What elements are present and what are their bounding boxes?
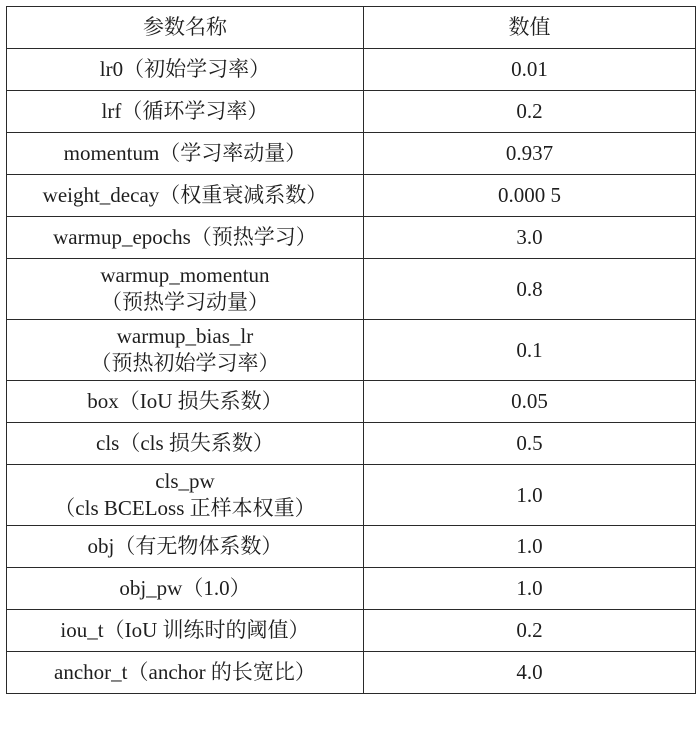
table-row	[7, 259, 696, 320]
parameter-name: lrf（循环学习率）	[101, 99, 269, 123]
parameter-table-container	[6, 6, 696, 694]
parameter-name: weight_decay（权重衰减系数）	[42, 183, 328, 207]
header-row	[7, 7, 696, 49]
parameter-name-cell	[7, 652, 364, 694]
parameter-name: obj（有无物体系数）	[87, 534, 283, 558]
parameter-value: 1.0	[363, 465, 695, 526]
table-row	[7, 91, 696, 133]
parameter-name: anchor_t（anchor 的长宽比）	[54, 660, 316, 684]
parameter-name-cell	[7, 217, 364, 259]
header-parameter-name: 参数名称	[7, 7, 364, 49]
parameter-name-cell	[7, 259, 364, 320]
parameter-value: 0.2	[363, 610, 695, 652]
parameter-value: 0.01	[363, 49, 695, 91]
table-row	[7, 526, 696, 568]
parameter-value: 0.937	[363, 133, 695, 175]
table-row	[7, 423, 696, 465]
parameter-value: 0.1	[363, 320, 695, 381]
parameter-value: 0.000 5	[363, 175, 695, 217]
parameter-name: lr0（初始学习率）	[99, 57, 271, 81]
parameter-name: cls_pw	[155, 469, 215, 493]
table-row	[7, 175, 696, 217]
parameter-name: momentum（学习率动量）	[63, 141, 307, 165]
parameter-value: 0.05	[363, 381, 695, 423]
parameter-name: obj_pw（1.0）	[119, 576, 251, 600]
parameter-name: （cls BCELoss 正样本权重）	[54, 496, 316, 520]
parameter-value: 1.0	[363, 526, 695, 568]
table-row	[7, 217, 696, 259]
parameter-name-cell	[7, 133, 364, 175]
parameter-value: 0.2	[363, 91, 695, 133]
parameter-name-cell	[7, 175, 364, 217]
parameter-name-cell	[7, 465, 364, 526]
parameter-value: 0.5	[363, 423, 695, 465]
table-row	[7, 49, 696, 91]
parameter-name-cell	[7, 568, 364, 610]
header-value: 数值	[363, 7, 695, 49]
parameter-name: （预热学习动量）	[100, 290, 269, 314]
table-row	[7, 381, 696, 423]
parameter-name: warmup_momentun	[100, 263, 270, 287]
parameter-name: warmup_bias_lr	[116, 324, 254, 348]
parameter-name-cell	[7, 423, 364, 465]
table-row	[7, 133, 696, 175]
parameter-name-cell	[7, 610, 364, 652]
parameter-name-cell	[7, 526, 364, 568]
parameter-name: iou_t（IoU 训练时的阈值）	[60, 618, 310, 642]
table-row	[7, 610, 696, 652]
parameter-value: 0.8	[363, 259, 695, 320]
table-row	[7, 465, 696, 526]
table-body	[7, 49, 696, 694]
parameter-name-cell	[7, 320, 364, 381]
table-row	[7, 320, 696, 381]
parameter-table	[6, 6, 696, 694]
parameter-value: 1.0	[363, 568, 695, 610]
table-row	[7, 652, 696, 694]
parameter-value: 3.0	[363, 217, 695, 259]
parameter-name-cell	[7, 381, 364, 423]
parameter-name: warmup_epochs（预热学习）	[53, 225, 317, 249]
parameter-name: cls（cls 损失系数）	[96, 431, 274, 455]
parameter-name: box（IoU 损失系数）	[87, 389, 283, 413]
parameter-name: （预热初始学习率）	[90, 351, 280, 375]
parameter-name-cell	[7, 91, 364, 133]
parameter-name-cell	[7, 49, 364, 91]
parameter-value: 4.0	[363, 652, 695, 694]
table-row	[7, 568, 696, 610]
